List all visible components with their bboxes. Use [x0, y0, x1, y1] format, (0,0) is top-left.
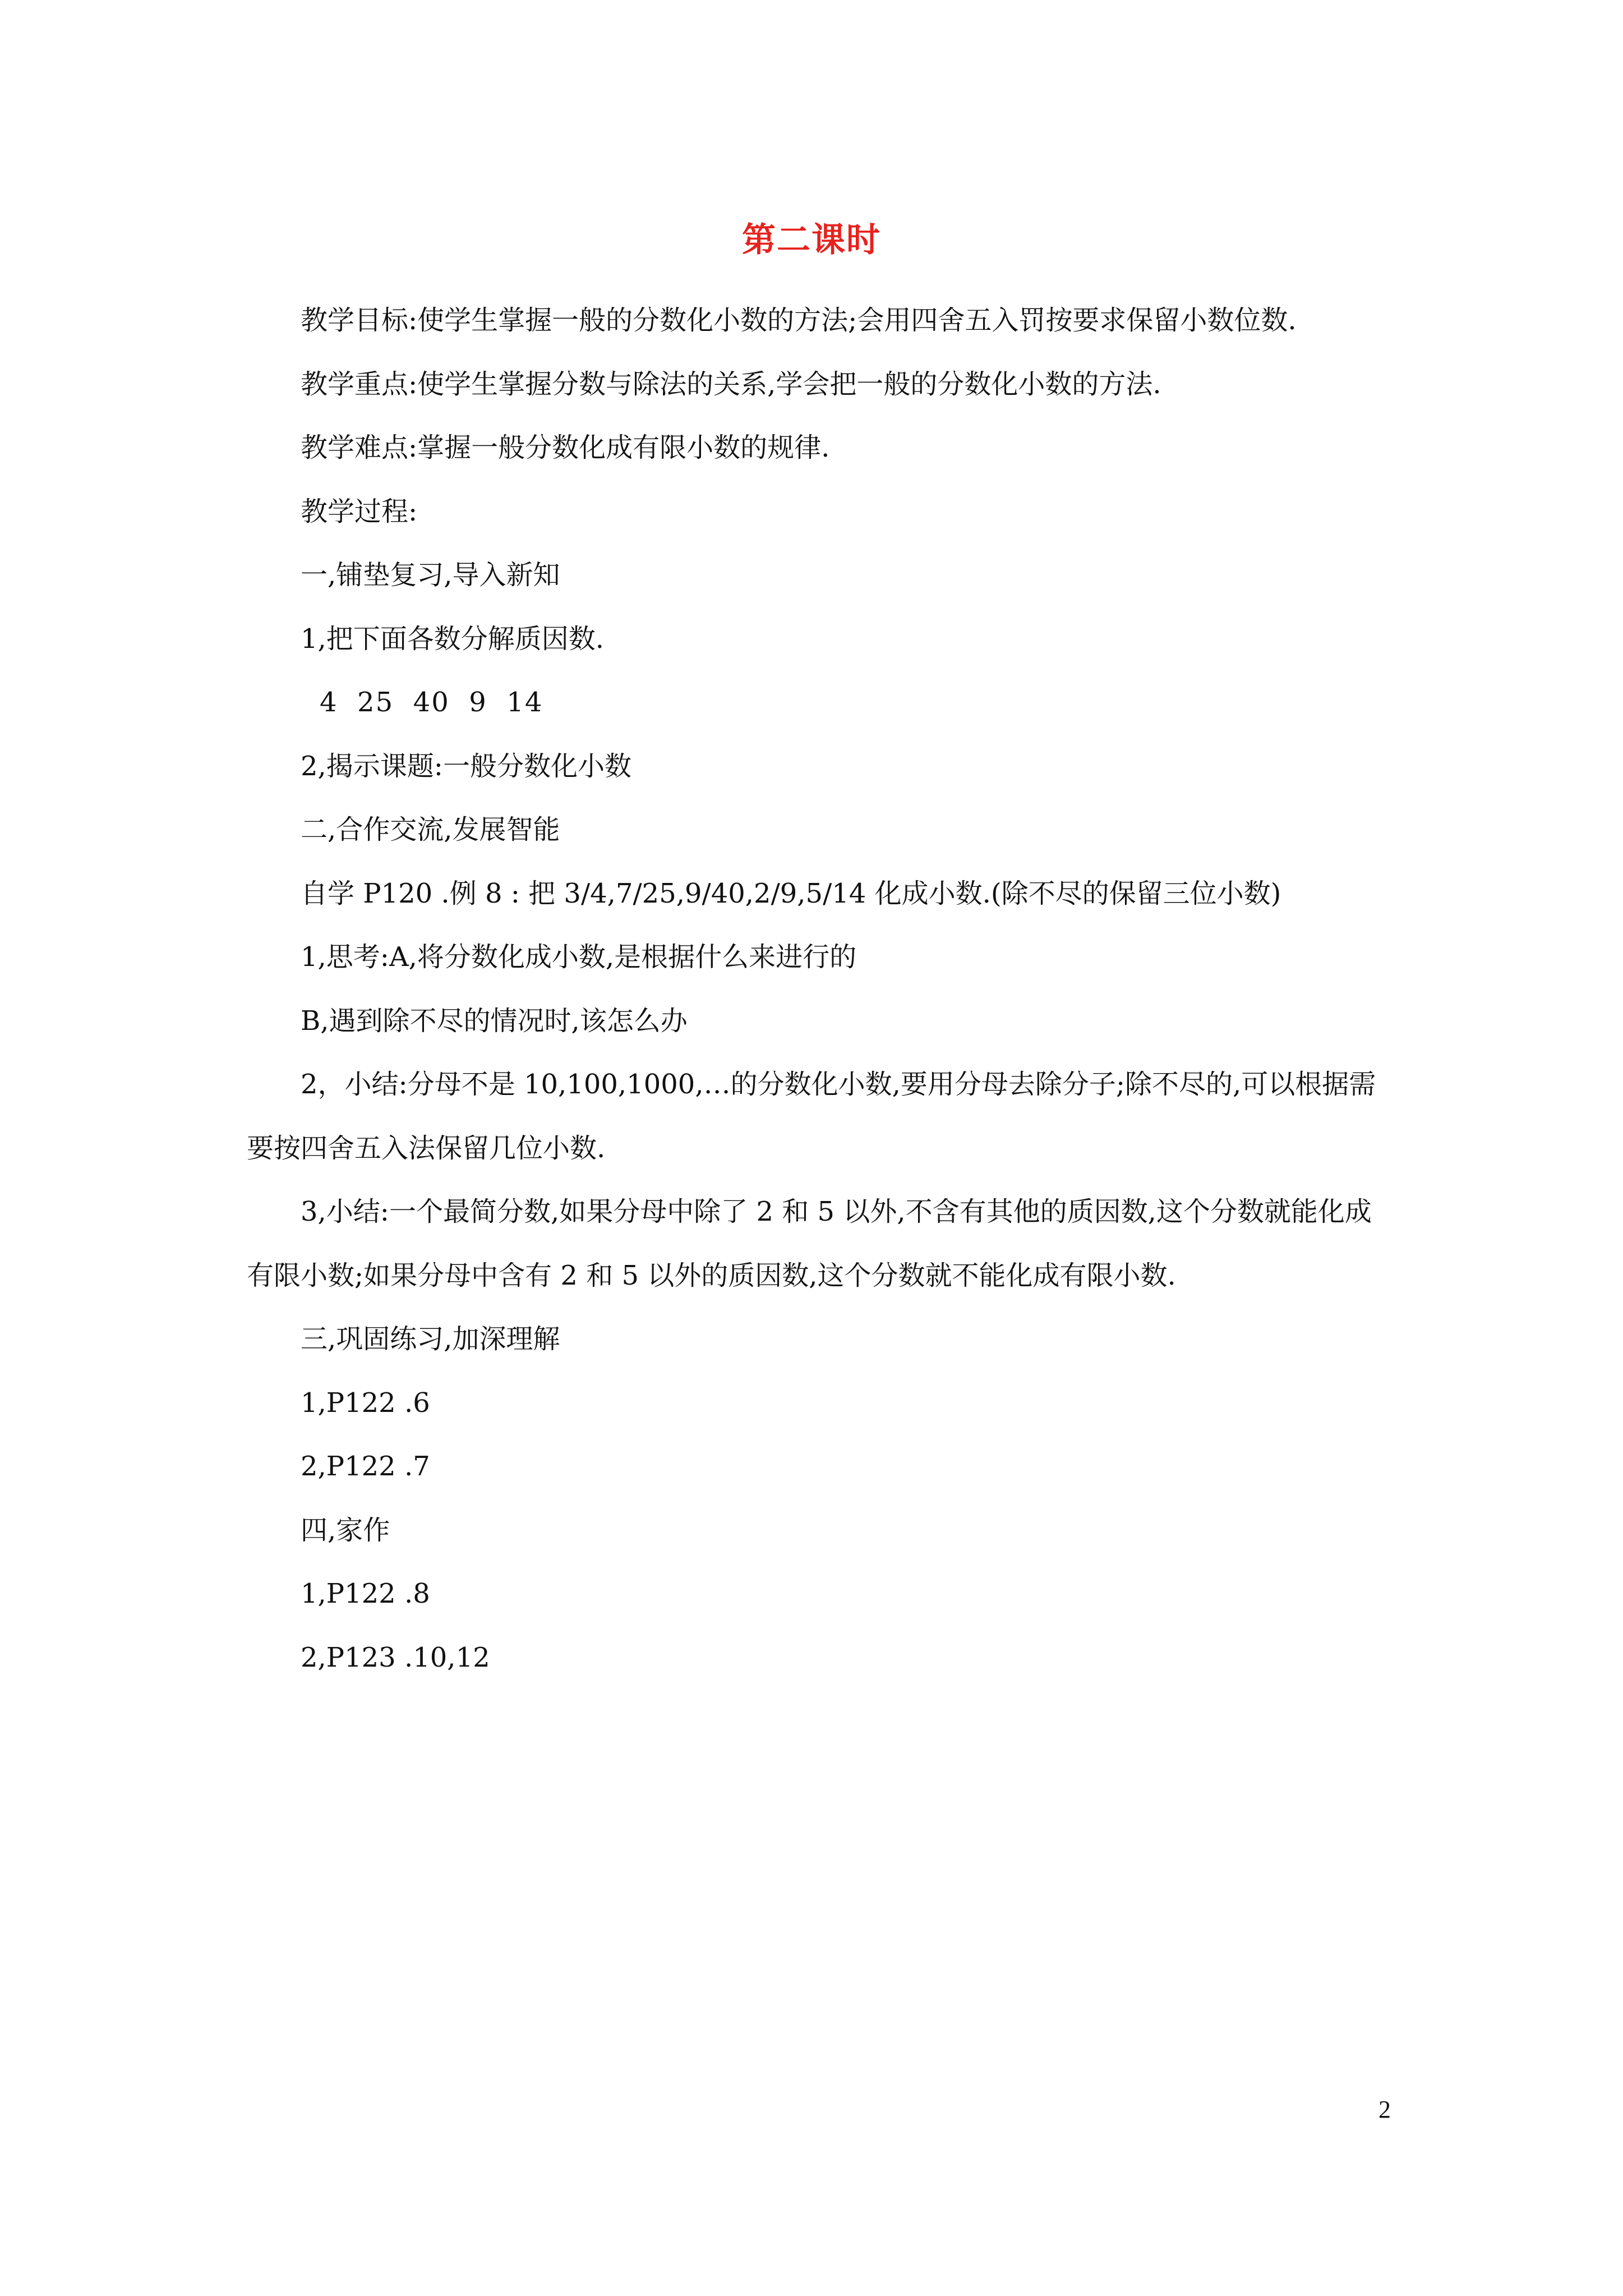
section-1-item-2: 2,揭示课题:一般分数化小数	[301, 750, 631, 782]
teaching-difficulty: 教学难点:掌握一般分数化成有限小数的规律.	[301, 432, 830, 463]
section-3-item-2: 2,P122 .7	[301, 1451, 430, 1482]
page-number: 2	[1378, 2096, 1391, 2123]
teaching-goal: 教学目标:使学生掌握一般的分数化小数的方法;会用四舍五入罚按要求保留小数位数.	[301, 305, 1297, 336]
factorization-numbers: 4 25 40 9 14	[320, 687, 543, 718]
page-title: 第二课时	[742, 220, 881, 260]
section-4-item-1: 1,P122 .8	[301, 1578, 430, 1609]
teaching-process-heading: 教学过程:	[301, 495, 418, 527]
section-1-heading: 一,铺垫复习,导入新知	[301, 559, 560, 591]
section-1-item-1: 1,把下面各数分解质因数.	[301, 623, 605, 655]
self-study-example: 自学 P120 .例 8 : 把 3/4,7/25,9/40,2/9,5/14 化成小数.(除不尽的保留三位小数)	[301, 877, 1281, 909]
section-2-heading: 二,合作交流,发展智能	[301, 814, 560, 845]
think-question-b: B,遇到除不尽的情况时,该怎么办	[301, 1005, 688, 1037]
section-3-item-1: 1,P122 .6	[301, 1387, 430, 1419]
section-4-item-2: 2,P123 .10,12	[301, 1641, 490, 1673]
summary-2: 3,小结:一个最简分数,如果分母中除了 2 和 5 以外,不含有其他的质因数,这个分数就能化成有限小数;如果分母中含有 2 和 5 以外的质因数,这个分数就不能化成有限小数.	[247, 1196, 1372, 1291]
document-body	[247, 289, 1380, 1690]
teaching-key-point: 教学重点:使学生掌握分数与除法的关系,学会把一般的分数化小数的方法.	[301, 368, 1161, 400]
think-question-a: 1,思考:A,将分数化成小数,是根据什么来进行的	[301, 941, 857, 973]
section-3-heading: 三,巩固练习,加深理解	[301, 1323, 560, 1355]
section-4-heading: 四,家作	[301, 1514, 390, 1546]
summary-1: 2，小结:分母不是 10,100,1000,…的分数化小数,要用分母去除分子;除不尽的,可以根据需要按四舍五入法保留几位小数.	[247, 1069, 1376, 1164]
